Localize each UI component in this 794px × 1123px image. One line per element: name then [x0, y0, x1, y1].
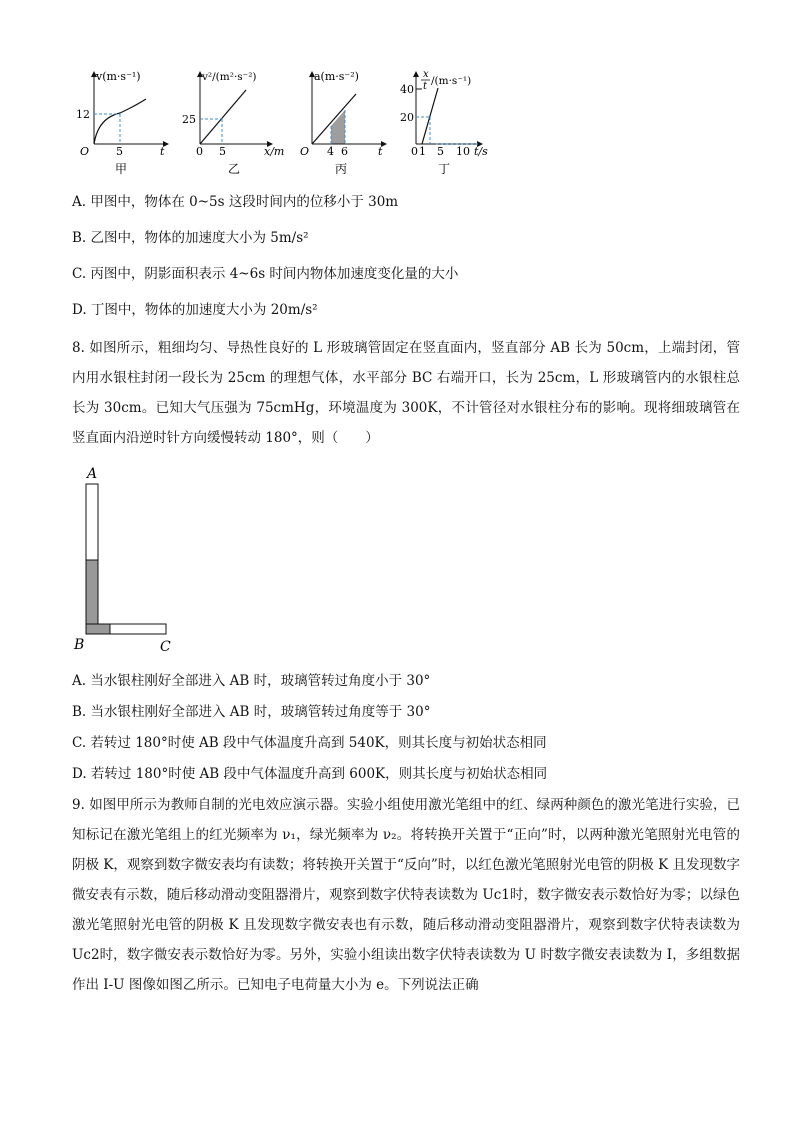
graph-ding-ytick-mid: 20: [400, 111, 414, 124]
graph-ding-ylabel-num: x: [423, 69, 429, 80]
q7-option-c: C. 丙图中，阴影面积表示 4~6s 时间内物体加速度变化量的大小: [72, 266, 459, 282]
q8-stem: 8. 如图所示，粗细均匀、导热性良好的 L 形玻璃管固定在竖直面内，竖直部分 AB 长为 50cm，上端封闭，管内用水银柱封闭一段长为 25cm 的理想气体，水平部分 BC 右端开口，长为 25cm，L 形玻璃管内的水银柱总长为 30cm。已知大气压强为 75cmHg，环境温度为 300K，不计管径对水银柱分布的影响。现将细玻璃管在竖直面内沿逆时针方向缓慢转动 180°，则（ ）: [72, 340, 740, 446]
q7-option-d: D. 丁图中，物体的加速度大小为 20m/s²: [72, 302, 318, 318]
graph-ding-ylabel-den: t: [423, 81, 428, 92]
tube-label-b: B: [74, 637, 85, 653]
graph-bing-xtick-b: 6: [341, 145, 348, 158]
graph-ding-xaxis: t/s: [474, 145, 488, 158]
q8-option-c: C. 若转过 180°时使 AB 段中气体温度升高到 540K，则其长度与初始状态相同: [72, 735, 547, 751]
graph-ding-xtick10: 10: [456, 145, 470, 158]
graph-bing-ylabel: a(m·s⁻²): [314, 70, 359, 83]
graph-yi-caption: 乙: [228, 162, 241, 176]
tube-label-c: C: [160, 639, 171, 655]
q8-option-a: A. 当水银柱刚好全部进入 AB 时，玻璃管转过角度小于 30°: [72, 673, 431, 689]
graph-ding-ytick-top: 40: [400, 83, 414, 96]
graph-bing-origin: O: [300, 145, 310, 158]
q8-tube-figure: [0, 456, 794, 656]
q8-option-d: D. 若转过 180°时使 AB 段中气体温度升高到 600K，则其长度与初始状态相同: [72, 766, 548, 782]
q7-option-a: A. 甲图中，物体在 0~5s 这段时间内的位移小于 30m: [72, 194, 399, 210]
tube-label-a: A: [87, 466, 98, 482]
graph-yi-xtick: 5: [219, 145, 226, 158]
graph-yi-ylabel: v²/(m²·s⁻²): [202, 71, 257, 83]
q9-stem: 9. 如图甲所示为教师自制的光电效应演示器。实验小组使用激光笔组中的红、绿两种颜色的激光笔进行实验，已知标记在激光笔组上的红光频率为 ν₁，绿光频率为 ν₂。将转换开关置于“正向”时，以两种激光笔照射光电管的阴极 K，观察到数字微安表均有读数；将转换开关置于“反向”时，以红色激光笔照射光电管的阴极 K 且发现数字微安表有示数，随后移动滑动变阻器滑片，观察到数字伏特表读数为 Uc1时，数字微安表示数恰好为零；以绿色激光笔照射光电管的阴极 K 且发现数字微安表也有示数，随后移动滑动变阻器滑片，观察到数字伏特表读数为 Uc2时，数字微安表示数恰好为零。另外，实验小组读出数字伏特表读数为 U 时数字微安表读数为 I，多组数据作出 I-U 图像如图乙所示。已知电子电荷量大小为 e。下列说法正确: [72, 797, 740, 993]
graph-ding-ylabel-unit: /(m·s⁻¹): [431, 75, 472, 87]
graph-jia-xaxis: t: [160, 145, 165, 158]
q7-option-b: B. 乙图中，物体的加速度大小为 5m/s²: [72, 230, 309, 246]
graph-jia: [0, 0, 794, 185]
q8-option-b: B. 当水银柱刚好全部进入 AB 时，玻璃管转过角度等于 30°: [72, 704, 431, 720]
graph-ding-caption: 丁: [438, 162, 451, 176]
graph-jia-xtick: 5: [116, 145, 123, 158]
graph-jia-ylabel: v(m·s⁻¹): [96, 70, 141, 83]
graph-bing-xtick-a: 4: [327, 145, 334, 158]
graph-jia-ytick: 12: [76, 108, 90, 121]
graph-ding-xtick5: 5: [437, 145, 444, 158]
graph-jia-caption: 甲: [115, 162, 128, 176]
graph-jia-origin: O: [80, 145, 90, 158]
graph-bing-caption: 丙: [335, 162, 348, 176]
graph-ding-xtick0: 0: [411, 145, 418, 158]
graph-yi-ytick: 25: [182, 113, 196, 126]
graph-bing-xaxis: t: [378, 145, 383, 158]
graph-ding-xtick1: 1: [419, 145, 426, 158]
graph-yi-xaxis: x/m: [264, 145, 285, 158]
graph-yi-xtick0: 0: [196, 145, 203, 158]
